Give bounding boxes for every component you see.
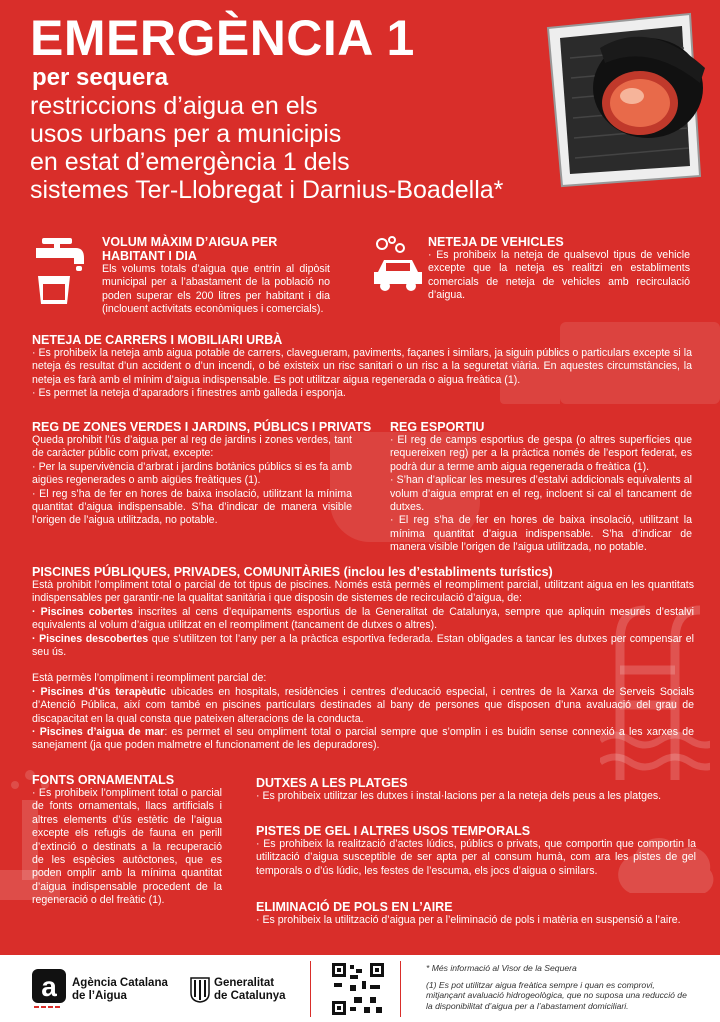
spacer — [32, 659, 694, 672]
reg-verdes-p3: · El reg s’ha de fer en hores de baixa insolació, utilitzant la mínima quantitat d’aigua indispensable. S’ha d’indicar de manera visible l’origen de l’aigua utilitzada, no potable. — [32, 487, 352, 527]
generalitat-name — [214, 977, 286, 1003]
volum-heading-line1: VOLUM MÀXIM D’AIGUA PER — [102, 235, 278, 249]
reg-verdes-p2: · Per la supervivència d’arbrat i jardins botànics públics si es fa amb aigües regenerades o amb aigües freàtiques (1). — [32, 460, 352, 487]
piscines-mar-text: : es permet el seu ompliment total o parcial sempre que s’omplin i es buidin sense connexió a les xarxes de sanejament (ja que poden malmetre el funcionament de les depuradores). — [32, 726, 695, 752]
reg-esportiu-p2: · S’han d’aplicar les mesures d’estalvi addicionals equivalents al volum d’aigua emprat en el reg, incloent si cal el tancament de dutxes. — [390, 474, 692, 514]
piscines-mar-label: · Piscines d’aigua de mar — [32, 726, 165, 739]
carrers-p2: · Es permet la neteja d’aparadors i finestres amb galleda i esponja. — [32, 387, 346, 400]
carrers-body — [32, 347, 692, 401]
lead-line: sistemes Ter-Llobregat i Darnius-Boadella* — [30, 176, 504, 204]
piscines-descobertes — [32, 633, 694, 660]
aca-name-line2: de l’Aigua — [72, 990, 127, 1002]
vehicles-body: · Es prohibeix la neteja de qualsevol tipus de vehicle excepte que la neteja es realitzi en establiments comercials de neteja de vehicles amb recirculació d’aigua. — [428, 249, 690, 302]
qr-code-icon[interactable] — [330, 961, 386, 1017]
piscines-terapeutic — [32, 686, 694, 726]
fonts-body: · Es prohibeix l’ompliment total o parcial de fonts ornamentals, llacs artificials i altres elements d’ús estètic de l’aigua excepte els refugis de fauna en perill d’extinció o destinats a la recuperació de les espècies autòctones, que es poden omplir amb la mínima quantitat d’aigua indispensable procedent de la regeneració o del freàtic (1). — [32, 787, 222, 907]
reg-verdes-heading: REG DE ZONES VERDES I JARDINS, PÚBLICS I PRIVATS — [32, 420, 372, 434]
reg-verdes-p1: Queda prohibit l’ús d’aigua per al reg de jardins i zones verdes, tant de caràcter públic com privat, excepte: — [32, 434, 352, 460]
footer — [0, 955, 720, 1022]
aca-name — [72, 977, 168, 1003]
lead-line: en estat d’emergència 1 dels — [30, 148, 350, 176]
piscines-cobertes-label: · Piscines cobertes — [32, 605, 133, 618]
volum-body: Els volums totals d’aigua que entrin al dipòsit municipal per a l’abastament de la població no poden superar els 200 litres per habitant i dia (inclouent activitats econòmiques i comercials). — [102, 263, 330, 316]
dutxes-heading: DUTXES A LES PLATGES — [256, 776, 408, 790]
piscines-terapeutic-label: · Piscines d’ús terapèutic — [32, 685, 166, 698]
pols-heading: ELIMINACIÓ DE POLS EN L’AIRE — [256, 900, 453, 914]
lead-line: usos urbans per a municipis — [30, 120, 342, 148]
footer-divider — [400, 961, 401, 1017]
reg-esportiu-heading: REG ESPORTIU — [390, 420, 485, 434]
lead-line: restriccions d’aigua en els — [30, 92, 318, 120]
footer-note-1: (1) Es pot utilitzar aigua freàtica sempre i quan es comprovi, mitjançant avaluació hidrogeològica, que no suposa una reducció de la disponibilitat d’aigua per a l’abastament domiciliari. — [426, 979, 687, 1011]
vehicles-heading: NETEJA DE VEHICLES — [428, 235, 564, 249]
car-wash-icon — [372, 232, 424, 292]
footer-notes — [426, 963, 694, 1011]
aca-logo-icon — [32, 969, 68, 1009]
piscines-intro: Està prohibit l’ompliment total o parcial de tot tipus de piscines. Només està permès el reompliment parcial, utilitzant aigua en les quantitats indispensables per garantir-ne la qualitat sanitària i que disposin de sistemes de recirculació d’aigua, de: — [32, 579, 694, 605]
piscines-heading: PISCINES PÚBLIQUES, PRIVADES, COMUNITÀRIES (inclou les d’establiments turístics) — [32, 565, 553, 579]
page-subtitle: per sequera — [32, 64, 169, 91]
carrers-heading: NETEJA DE CARRERS I MOBILIARI URBÀ — [32, 333, 283, 347]
fonts-heading: FONTS ORNAMENTALS — [32, 773, 175, 787]
piscines-cobertes — [32, 606, 694, 633]
generalitat-logo-icon — [190, 977, 210, 1003]
water-tap-icon — [32, 232, 88, 304]
footer-divider — [310, 961, 311, 1017]
piscines-body — [32, 579, 694, 753]
traffic-light-icon — [540, 8, 712, 190]
carrers-p1: · Es prohibeix la neteja amb aigua potable de carrers, clavegueram, paviments, façanes i similars, ja siguin públics o particulars excepte si la neteja és resultat d’un accident o d’un incendi, o bé existeix un risc sanitari o un risc a la seguretat viària. En aquestes circumstàncies, la neteja es farà amb el mínim d’aigua indispensable. Es pot utilitzar aigua regenerada o aigua freàtica (1). — [32, 347, 692, 386]
pols-body: · Es prohibeix la utilització d’aigua per a l’eliminació de pols i matèria en suspensió a l’aire. — [256, 914, 681, 926]
piscines-intro2: Està permès l’ompliment i reompliment parcial de: — [32, 672, 267, 685]
aca-name-line1: Agència Catalana — [72, 977, 168, 989]
reg-esportiu-p3: · El reg s’ha de fer en hores de baixa insolació, utilitzant la mínima quantitat d’aigua indispensable. S’ha d’indicar de manera visible l’origen de l’aigua utilitzada, no potable. — [390, 514, 692, 554]
piscines-terapeutic-text: ubicades en hospitals, residències i centres d’educació especial, i centres de la Xarxa de Serveis Socials d’Atenció Pública, així com també en piscines particulars destinades al bany de persones que disposen d’una avaluació del grau de discapacitat en la qual consta que pateixen alteracions de la conducta. — [32, 685, 694, 725]
footer-note-more-info[interactable]: * Més informació al Visor de la Sequera — [426, 963, 577, 973]
piscines-cobertes-text: inscrites al cens d’equipaments esportius de la Generalitat de Catalunya, sempre que apliquin mesures d’estalvi equivalents al volum d’aigua utilitzat en el reompliment (tancament de dutxes o altres). — [32, 605, 694, 632]
piscines-descobertes-label: · Piscines descobertes — [32, 632, 149, 645]
svg-text:a: a — [41, 971, 57, 1002]
volum-heading — [102, 235, 332, 263]
piscines-mar — [32, 726, 694, 753]
dutxes-body: · Es prohibeix utilitzar les dutxes i instal·lacions per a la neteja dels peus a les platges. — [256, 790, 662, 802]
reg-verdes-body — [32, 434, 352, 528]
gel-body: · Es prohibeix la realització d’actes lúdics, públics o privats, que comportin que comportin la utilització d’aigua susceptible de ser apta per al consum humà, com ara les pistes de gel temporals o d’ús lúdic, les festes de l’escuma, els jocs d’aigua o similars. — [256, 838, 696, 877]
gel-heading: PISTES DE GEL I ALTRES USOS TEMPORALS — [256, 824, 531, 838]
generalitat-name-line2: de Catalunya — [214, 990, 286, 1002]
reg-esportiu-p1: · El reg de camps esportius de gespa (o altres superfícies que requereixen reg) per a la pràctica només de l’esport federat, es podrà dur a terme amb aigua regenerada o freàtica (1). — [390, 434, 692, 473]
volum-heading-line2: HABITANT I DIA — [102, 249, 197, 263]
generalitat-name-line1: Generalitat — [214, 977, 275, 989]
piscines-descobertes-text: que s’utilitzen tot l’any per a la pràctica esportiva federada. Estan obligades a tancar les dutxes per compensar el seu ús. — [32, 632, 694, 659]
reg-esportiu-body — [390, 434, 692, 555]
page-title: EMERGÈNCIA 1 — [30, 10, 415, 66]
